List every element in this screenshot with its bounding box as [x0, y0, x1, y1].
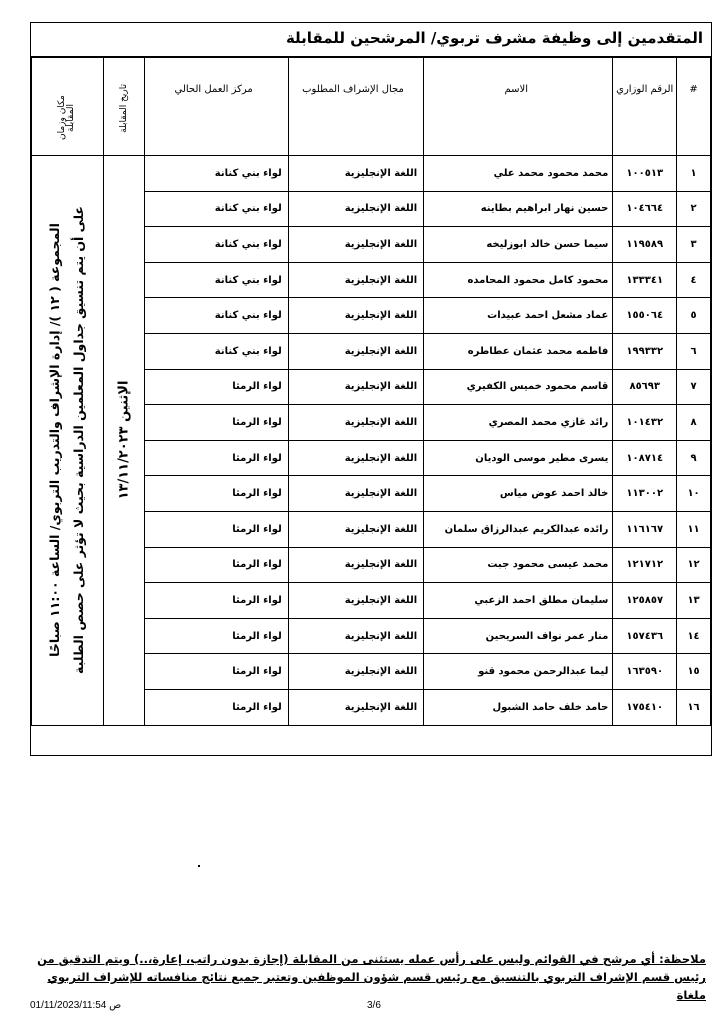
row-national-id: ١١٦١٦٧	[613, 511, 677, 547]
row-field: اللغة الإنجليزية	[288, 405, 423, 441]
row-workplace: لواء الرمثا	[145, 476, 288, 512]
row-national-id: ١٩٩٣٣٢	[613, 333, 677, 369]
row-workplace: لواء الرمثا	[145, 405, 288, 441]
header-name: الاسم	[424, 58, 613, 156]
row-field: اللغة الإنجليزية	[288, 333, 423, 369]
header-place	[32, 58, 104, 156]
row-index: ٩	[677, 440, 711, 476]
interview-place-cell	[32, 156, 104, 726]
row-field: اللغة الإنجليزية	[288, 262, 423, 298]
row-workplace: لواء الرمثا	[145, 689, 288, 725]
row-name: محمود كامل محمود المحامده	[424, 262, 613, 298]
row-national-id: ٨٥٦٩٣	[613, 369, 677, 405]
table-row	[32, 156, 711, 192]
row-field: اللغة الإنجليزية	[288, 654, 423, 690]
table-header-row	[32, 58, 711, 156]
note-line-1: ملاحظة: أي مرشح في القوائم وليس على رأس عمله يستثنى من المقابلة (إجازة بدون راتب، إعارة،..) ويتم التدقيق من	[37, 952, 706, 966]
row-name: حامد خلف حامد الشبول	[424, 689, 613, 725]
row-name: رائده عبدالكريم عبدالرزاق سلمان	[424, 511, 613, 547]
row-field: اللغة الإنجليزية	[288, 298, 423, 334]
row-index: ٤	[677, 262, 711, 298]
row-national-id: ١٠١٤٣٢	[613, 405, 677, 441]
table-body	[32, 156, 711, 726]
row-field: اللغة الإنجليزية	[288, 547, 423, 583]
row-index: ١١	[677, 511, 711, 547]
interview-place-line-1: المجموعة ( ١٢ )/ إدارة الإشراف والتدريب التربوي/ الساعة ١١:٠٠ صباحًا	[47, 223, 63, 658]
row-field: اللغة الإنجليزية	[288, 476, 423, 512]
row-national-id: ١٠٠٥١٣	[613, 156, 677, 192]
footer-page-number: 3/6	[367, 1000, 381, 1011]
row-field: اللغة الإنجليزية	[288, 156, 423, 192]
row-workplace: لواء الرمثا	[145, 369, 288, 405]
row-national-id: ١٣٣٣٤١	[613, 262, 677, 298]
row-national-id: ١٦٣٥٩٠	[613, 654, 677, 690]
row-field: اللغة الإنجليزية	[288, 369, 423, 405]
row-name: رائد غازي محمد المصري	[424, 405, 613, 441]
row-workplace: لواء الرمثا	[145, 440, 288, 476]
row-workplace: لواء الرمثا	[145, 583, 288, 619]
row-national-id: ١١٩٥٨٩	[613, 227, 677, 263]
interview-date: الإثنين ١٣/١١/٢٠٢٣	[116, 380, 132, 500]
row-field: اللغة الإنجليزية	[288, 440, 423, 476]
interview-date-cell	[103, 156, 145, 726]
row-index: ٣	[677, 227, 711, 263]
row-name: خالد احمد عوض مياس	[424, 476, 613, 512]
row-index: ٨	[677, 405, 711, 441]
row-workplace: لواء الرمثا	[145, 547, 288, 583]
row-national-id: ١٧٥٤١٠	[613, 689, 677, 725]
row-national-id: ١٠٨٧١٤	[613, 440, 677, 476]
row-field: اللغة الإنجليزية	[288, 583, 423, 619]
interview-place-line-2: على أن يتم تنسيق جداول المعلمين الدراسية بحيث لا تؤثر على حصص الطلبة	[71, 206, 87, 675]
row-name: ليما عبدالرحمن محمود قنو	[424, 654, 613, 690]
row-field: اللغة الإنجليزية	[288, 191, 423, 227]
row-workplace: لواء الرمثا	[145, 511, 288, 547]
row-index: ١٢	[677, 547, 711, 583]
header-place-label: مكان وزمان المقابلة	[57, 95, 77, 141]
row-workplace: لواء بني كنانة	[145, 156, 288, 192]
footer-timestamp: 01/11/2023/11:54 ص	[30, 1000, 122, 1011]
candidates-table	[31, 57, 711, 726]
document-frame	[30, 22, 712, 756]
row-index: ١٤	[677, 618, 711, 654]
row-name: عماد مشعل احمد عبيدات	[424, 298, 613, 334]
row-index: ١٥	[677, 654, 711, 690]
note-line-2: رئيس قسم الإشراف التربوي بالتنسيق مع رئيس قسم شؤون الموظفين وتعتبر جميع نتائج منافساته للإشراف التربوي ملغاة	[47, 970, 706, 1002]
header-date	[103, 58, 145, 156]
page-title: المتقدمين إلى وظيفة مشرف تربوي/ المرشحين للمقابلة	[31, 23, 711, 57]
row-name: محمد محمود محمد علي	[424, 156, 613, 192]
header-national-id: الرقم الوزاري	[613, 58, 677, 156]
row-workplace: لواء بني كنانة	[145, 333, 288, 369]
row-workplace: لواء الرمثا	[145, 618, 288, 654]
row-field: اللغة الإنجليزية	[288, 511, 423, 547]
interview-place	[43, 206, 91, 674]
row-name: سليمان مطلق احمد الزعبي	[424, 583, 613, 619]
header-field: مجال الإشراف المطلوب	[288, 58, 423, 156]
row-field: اللغة الإنجليزية	[288, 618, 423, 654]
row-name: سيما حسن خالد ابوزليخه	[424, 227, 613, 263]
row-national-id: ١١٣٠٠٢	[613, 476, 677, 512]
row-index: ١	[677, 156, 711, 192]
row-workplace: لواء الرمثا	[145, 654, 288, 690]
row-index: ١٦	[677, 689, 711, 725]
row-workplace: لواء بني كنانة	[145, 298, 288, 334]
row-name: منار عمر نواف السريحين	[424, 618, 613, 654]
row-national-id: ١٥٥٠٦٤	[613, 298, 677, 334]
header-index: #	[677, 58, 711, 156]
row-workplace: لواء بني كنانة	[145, 227, 288, 263]
row-national-id: ١٥٧٤٣٦	[613, 618, 677, 654]
row-index: ١٠	[677, 476, 711, 512]
row-field: اللغة الإنجليزية	[288, 689, 423, 725]
row-index: ٦	[677, 333, 711, 369]
row-national-id: ١٠٤٦٦٤	[613, 191, 677, 227]
row-name: حسين نهار ابراهيم بطاينه	[424, 191, 613, 227]
row-name: فاطمه محمد عثمان عطاطره	[424, 333, 613, 369]
row-name: يسرى مطير موسى الوديان	[424, 440, 613, 476]
row-name: محمد عيسى محمود جبت	[424, 547, 613, 583]
row-workplace: لواء بني كنانة	[145, 262, 288, 298]
row-index: ٢	[677, 191, 711, 227]
row-workplace: لواء بني كنانة	[145, 191, 288, 227]
row-name: قاسم محمود خميس الكفيري	[424, 369, 613, 405]
row-index: ٧	[677, 369, 711, 405]
note-block	[24, 950, 706, 1004]
row-index: ٥	[677, 298, 711, 334]
stray-mark	[198, 865, 200, 867]
row-index: ١٣	[677, 583, 711, 619]
row-national-id: ١٢٥٨٥٧	[613, 583, 677, 619]
header-workplace: مركز العمل الحالي	[145, 58, 288, 156]
header-date-label: تاريخ المقابلة	[118, 84, 129, 133]
row-national-id: ١٢١٧١٢	[613, 547, 677, 583]
row-field: اللغة الإنجليزية	[288, 227, 423, 263]
